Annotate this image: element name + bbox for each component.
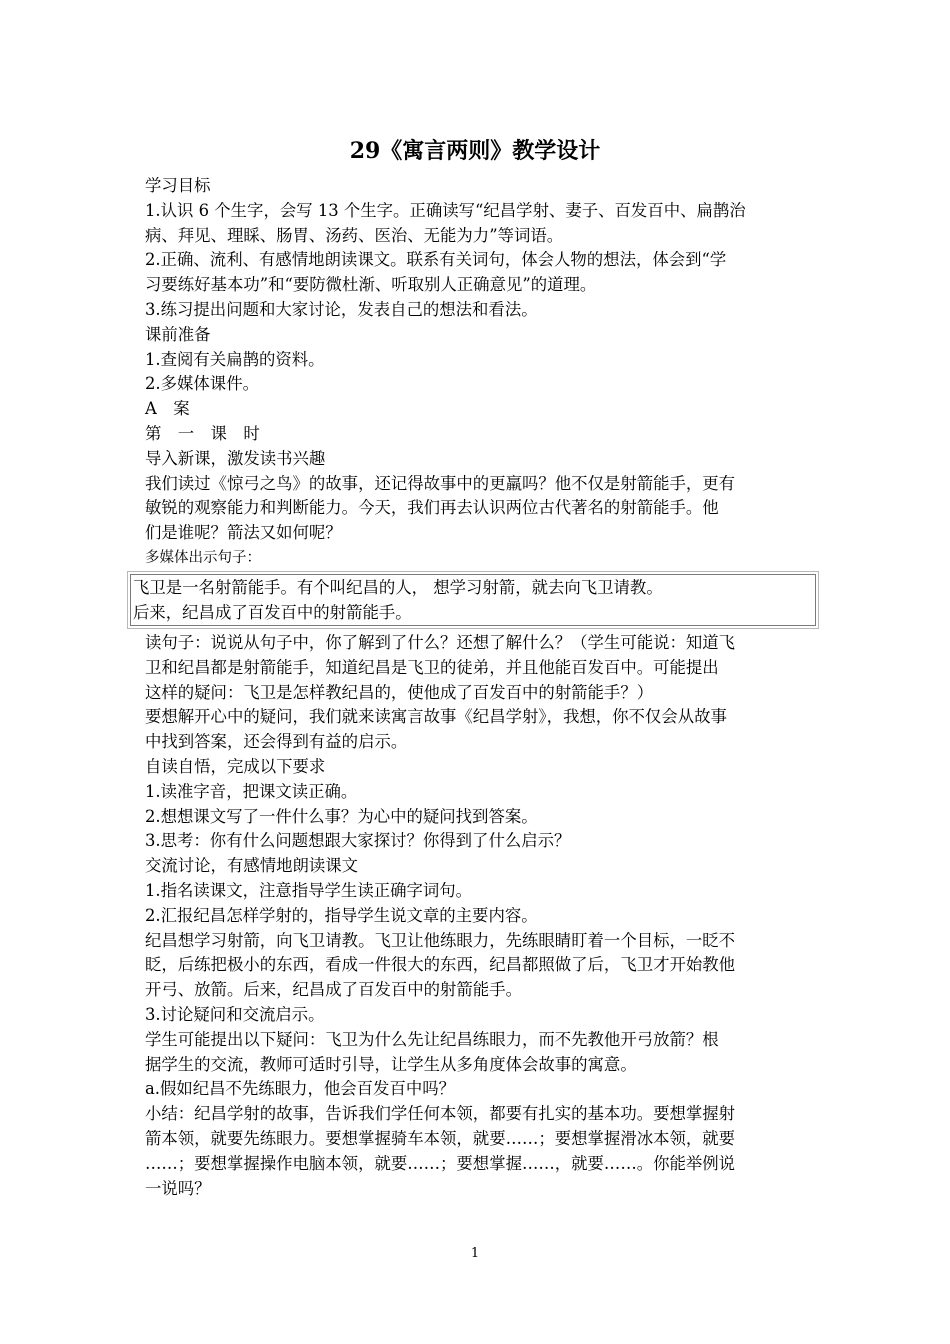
heading-introduction: 导入新课，激发读书兴趣	[145, 448, 326, 468]
paragraph-line: 要想解开心中的疑问，我们就来读寓言故事《纪昌学射》，我想，你不仅会从故事	[145, 707, 727, 727]
paragraph-line: 习要练好基本功”和“要防微杜渐、听取别人正确意见”的道理。	[145, 275, 597, 295]
heading-self-reading: 自读自悟，完成以下要求	[145, 756, 326, 776]
paragraph-line: 3.练习提出问题和大家讨论，发表自己的想法和看法。	[145, 299, 538, 319]
paragraph-line: 1.读准字音，把课文读正确。	[145, 781, 358, 801]
body-section-1	[145, 174, 813, 571]
paragraph-line: 1.查阅有关扁鹊的资料。	[145, 349, 325, 369]
quote-line: 后来，纪昌成了百发百中的射箭能手。	[133, 602, 412, 622]
paragraph-line: 1.指名读课文，注意指导学生读正确字词句。	[145, 880, 473, 900]
heading-learning-goals: 学习目标	[145, 176, 211, 195]
heading-discussion: 交流讨论，有感情地朗读课文	[145, 856, 359, 876]
paragraph-line: a.假如纪昌不先练眼力，他会百发百中吗？	[145, 1079, 456, 1099]
paragraph-line: 卫和纪昌都是射箭能手，知道纪昌是飞卫的徒弟，并且他能百发百中。可能提出	[145, 657, 719, 677]
paragraph-line: 中找到答案，还会得到有益的启示。	[145, 732, 408, 752]
quote-box	[130, 574, 816, 626]
multimedia-label: 多媒体出示句子：	[145, 549, 261, 566]
paragraph-line: 2.正确、流利、有感情地朗读课文。联系有关词句，体会人物的想法，体会到“学	[145, 250, 727, 270]
body-section-2	[145, 631, 813, 1201]
paragraph-line: 病、拜见、理睬、肠胃、汤药、医治、无能为力”等词语。	[145, 225, 564, 245]
paragraph-line: 开弓、放箭。后来，纪昌成了百发百中的射箭能手。	[145, 980, 522, 1000]
paragraph-line: 1.认识 6 个生字，会写 13 个生字。正确读写“纪昌学射、妻子、百发百中、扁鹊治	[145, 200, 746, 220]
heading-plan-a: A 案	[145, 399, 190, 419]
paragraph-line: 3.讨论疑问和交流启示。	[145, 1004, 325, 1024]
quote-line: 飞卫是一名射箭能手。有个叫纪昌的人， 想学习射箭，就去向飞卫请教。	[133, 578, 663, 597]
paragraph-line: 箭本领，就要先练眼力。要想掌握骑车本领，就要……；要想掌握滑冰本领，就要	[145, 1128, 736, 1148]
paragraph-line: 学生可能提出以下疑问：飞卫为什么先让纪昌练眼力，而不先教他开弓放箭？根	[145, 1029, 719, 1049]
paragraph-line: 眨，后练把极小的东西，看成一件很大的东西，纪昌都照做了后，飞卫才开始教他	[145, 955, 736, 975]
paragraph-line: 3.思考：你有什么问题想跟大家探讨？你得到了什么启示？	[145, 831, 571, 851]
page-title: 29《寓言两则》教学设计	[349, 138, 601, 164]
paragraph-line: 2.多媒体课件。	[145, 374, 259, 394]
heading-first-lesson: 第 一 课 时	[145, 423, 260, 443]
paragraph-line: ……；要想掌握操作电脑本领，就要……；要想掌握……，就要……。你能举例说	[145, 1153, 736, 1173]
page-number: 1	[470, 1246, 480, 1261]
paragraph-line: 我们读过《惊弓之鸟》的故事，还记得故事中的更羸吗？他不仅是射箭能手，更有	[145, 473, 736, 493]
paragraph-line: 一说吗？	[145, 1178, 211, 1198]
paragraph-line: 纪昌想学习射箭，向飞卫请教。飞卫让他练眼力，先练眼睛盯着一个目标，一眨不	[145, 930, 736, 950]
paragraph-line: 这样的疑问：飞卫是怎样教纪昌的，使他成了百发百中的射箭能手？）	[145, 682, 654, 702]
paragraph-line: 据学生的交流，教师可适时引导，让学生从多角度体会故事的寓意。	[145, 1054, 637, 1074]
paragraph-line: 2.想想课文写了一件什么事？为心中的疑问找到答案。	[145, 806, 538, 826]
paragraph-line: 小结：纪昌学射的故事，告诉我们学任何本领，都要有扎实的基本功。要想掌握射	[145, 1104, 736, 1124]
paragraph-line: 们是谁呢？箭法又如何呢？	[145, 523, 342, 543]
paragraph-line: 读句子：说说从句子中，你了解到了什么？还想了解什么？（学生可能说：知道飞	[145, 633, 736, 652]
heading-preparation: 课前准备	[145, 324, 211, 344]
paragraph-line: 敏锐的观察能力和判断能力。今天，我们再去认识两位古代著名的射箭能手。他	[145, 498, 719, 518]
paragraph-line: 2.汇报纪昌怎样学射的，指导学生说文章的主要内容。	[145, 905, 538, 925]
